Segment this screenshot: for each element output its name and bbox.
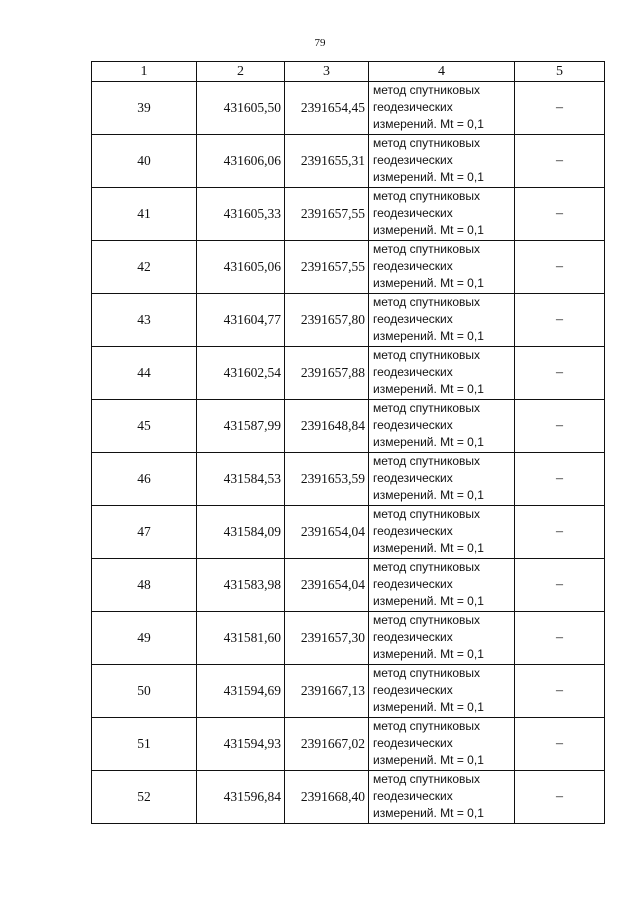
method-cell [369,347,515,400]
method-line: метод спутниковых [373,348,481,362]
x-coordinate-cell: 431605,50 [197,82,285,135]
x-coordinate-cell: 431583,98 [197,559,285,612]
table-row [92,294,605,347]
column-header-2: 2 [197,62,285,82]
y-coordinate-cell: 2391657,30 [285,612,369,665]
method-line: метод спутниковых [373,507,481,521]
note-cell: – [515,135,605,188]
header-row [92,62,605,82]
method-line: метод спутниковых [373,613,481,627]
method-line: метод спутниковых [373,189,481,203]
note-cell: – [515,718,605,771]
y-coordinate-cell: 2391668,40 [285,771,369,824]
x-coordinate-cell: 431606,06 [197,135,285,188]
method-line: геодезических [373,312,453,326]
point-number-cell: 50 [92,665,197,718]
note-cell: – [515,506,605,559]
x-coordinate-cell: 431587,99 [197,400,285,453]
method-line: метод спутниковых [373,719,481,733]
y-coordinate-cell: 2391654,04 [285,506,369,559]
table-row [92,665,605,718]
method-line: метод спутниковых [373,454,481,468]
method-line: измерений. Mt = 0,1 [373,223,484,237]
y-coordinate-cell: 2391653,59 [285,453,369,506]
note-cell: – [515,294,605,347]
point-number-cell: 45 [92,400,197,453]
y-coordinate-cell: 2391667,02 [285,718,369,771]
point-number-cell: 49 [92,612,197,665]
method-line: измерений. Mt = 0,1 [373,806,484,820]
method-line: геодезических [373,206,453,220]
table-row [92,718,605,771]
x-coordinate-cell: 431596,84 [197,771,285,824]
point-number-cell: 41 [92,188,197,241]
y-coordinate-cell: 2391667,13 [285,665,369,718]
method-line: метод спутниковых [373,666,481,680]
method-line: измерений. Mt = 0,1 [373,647,484,661]
method-line: геодезических [373,524,453,538]
point-number-cell: 47 [92,506,197,559]
point-number-cell: 44 [92,347,197,400]
note-cell: – [515,400,605,453]
note-cell: – [515,665,605,718]
table-row [92,771,605,824]
table-row [92,188,605,241]
method-cell [369,665,515,718]
method-line: геодезических [373,365,453,379]
table-row [92,453,605,506]
note-cell: – [515,82,605,135]
method-line: измерений. Mt = 0,1 [373,382,484,396]
table-row [92,135,605,188]
method-line: измерений. Mt = 0,1 [373,435,484,449]
x-coordinate-cell: 431581,60 [197,612,285,665]
method-line: измерений. Mt = 0,1 [373,170,484,184]
method-line: измерений. Mt = 0,1 [373,541,484,555]
method-line: геодезических [373,789,453,803]
method-line: метод спутниковых [373,136,481,150]
table-row [92,559,605,612]
coordinates-table [91,61,605,824]
note-cell: – [515,771,605,824]
point-number-cell: 48 [92,559,197,612]
method-line: метод спутниковых [373,295,481,309]
method-cell [369,453,515,506]
method-line: метод спутниковых [373,772,481,786]
method-cell [369,506,515,559]
method-cell [369,188,515,241]
point-number-cell: 51 [92,718,197,771]
method-cell [369,294,515,347]
column-header-4: 4 [369,62,515,82]
table-row [92,506,605,559]
y-coordinate-cell: 2391657,80 [285,294,369,347]
x-coordinate-cell: 431602,54 [197,347,285,400]
column-header-3: 3 [285,62,369,82]
method-cell [369,612,515,665]
table-row [92,241,605,294]
table-row [92,347,605,400]
method-line: геодезических [373,471,453,485]
note-cell: – [515,559,605,612]
point-number-cell: 43 [92,294,197,347]
x-coordinate-cell: 431584,53 [197,453,285,506]
table-body [92,82,605,824]
method-line: метод спутниковых [373,83,481,97]
method-line: измерений. Mt = 0,1 [373,700,484,714]
y-coordinate-cell: 2391654,04 [285,559,369,612]
x-coordinate-cell: 431584,09 [197,506,285,559]
method-line: метод спутниковых [373,401,481,415]
x-coordinate-cell: 431604,77 [197,294,285,347]
note-cell: – [515,612,605,665]
method-line: измерений. Mt = 0,1 [373,276,484,290]
table-row [92,400,605,453]
method-line: геодезических [373,630,453,644]
y-coordinate-cell: 2391657,55 [285,188,369,241]
note-cell: – [515,188,605,241]
method-line: метод спутниковых [373,560,481,574]
method-cell [369,400,515,453]
x-coordinate-cell: 431605,33 [197,188,285,241]
method-line: измерений. Mt = 0,1 [373,117,484,131]
point-number-cell: 39 [92,82,197,135]
point-number-cell: 42 [92,241,197,294]
x-coordinate-cell: 431594,93 [197,718,285,771]
point-number-cell: 40 [92,135,197,188]
note-cell: – [515,453,605,506]
method-line: измерений. Mt = 0,1 [373,594,484,608]
y-coordinate-cell: 2391657,88 [285,347,369,400]
method-line: геодезических [373,100,453,114]
method-cell [369,135,515,188]
method-cell [369,82,515,135]
method-line: метод спутниковых [373,242,481,256]
point-number-cell: 46 [92,453,197,506]
method-line: геодезических [373,577,453,591]
column-header-5: 5 [515,62,605,82]
method-line: измерений. Mt = 0,1 [373,329,484,343]
method-cell [369,559,515,612]
method-line: геодезических [373,736,453,750]
method-cell [369,771,515,824]
method-line: геодезических [373,683,453,697]
note-cell: – [515,241,605,294]
y-coordinate-cell: 2391655,31 [285,135,369,188]
table-row [92,612,605,665]
method-line: измерений. Mt = 0,1 [373,488,484,502]
y-coordinate-cell: 2391657,55 [285,241,369,294]
method-line: геодезических [373,153,453,167]
method-line: геодезических [373,259,453,273]
table-row [92,82,605,135]
method-line: геодезических [373,418,453,432]
x-coordinate-cell: 431594,69 [197,665,285,718]
page-number: 79 [314,37,326,49]
y-coordinate-cell: 2391648,84 [285,400,369,453]
note-cell: – [515,347,605,400]
method-line: измерений. Mt = 0,1 [373,753,484,767]
y-coordinate-cell: 2391654,45 [285,82,369,135]
point-number-cell: 52 [92,771,197,824]
method-cell [369,241,515,294]
x-coordinate-cell: 431605,06 [197,241,285,294]
method-cell [369,718,515,771]
column-header-1: 1 [92,62,197,82]
